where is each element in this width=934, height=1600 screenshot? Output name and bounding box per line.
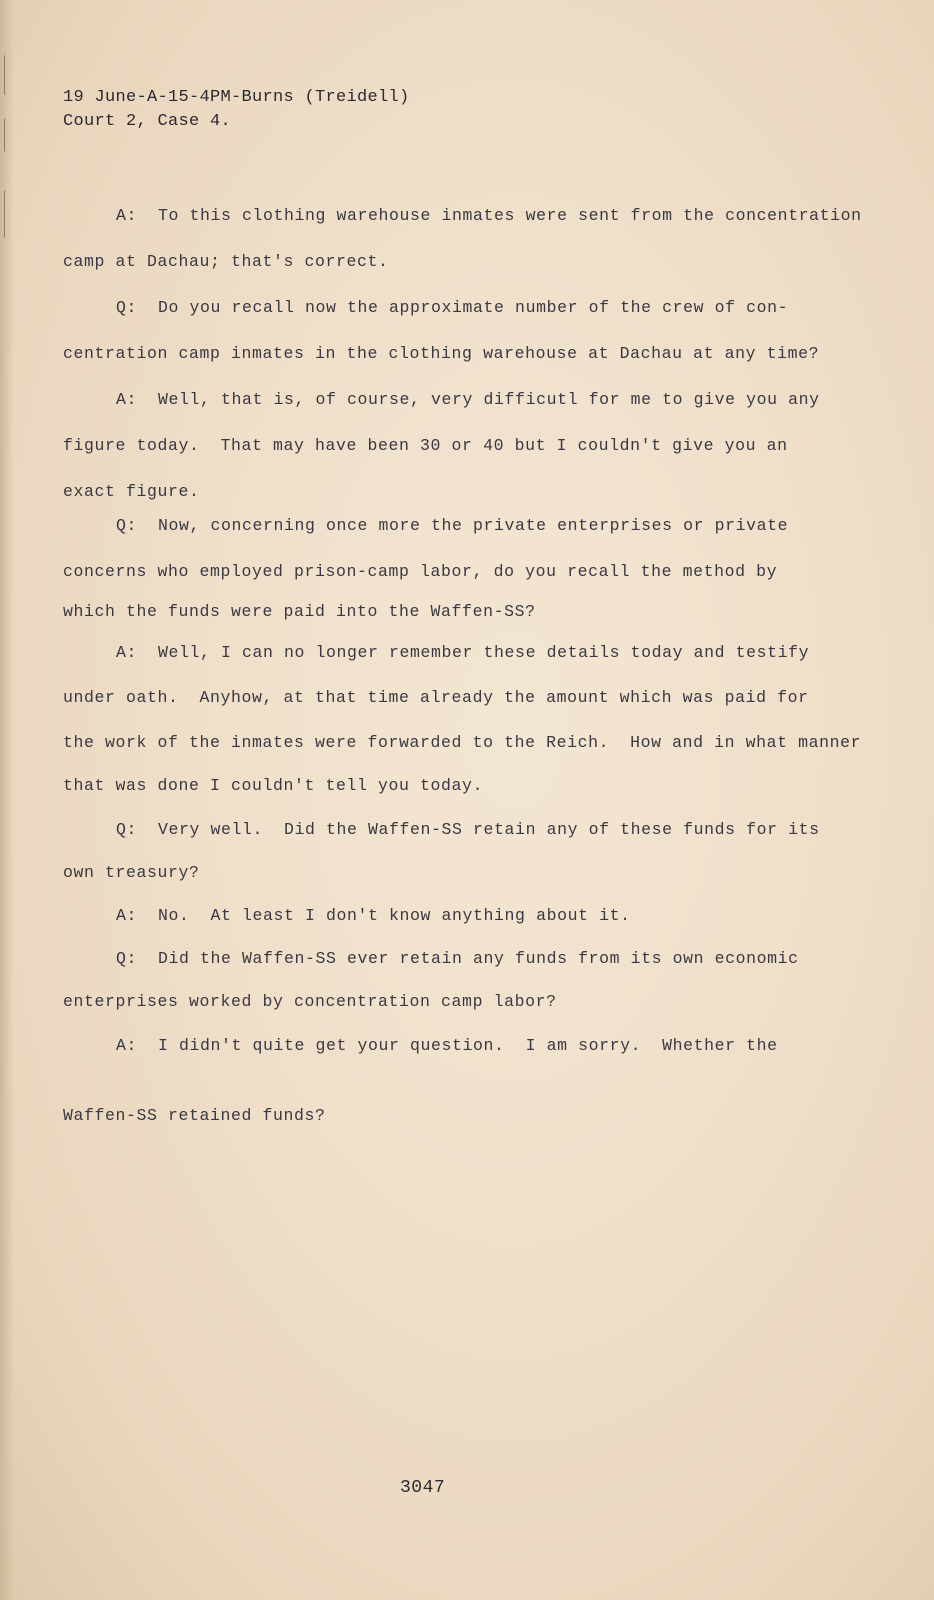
transcript-line: under oath. Anyhow, at that time already the amount which was paid for [63, 688, 809, 707]
transcript-line: centration camp inmates in the clothing warehouse at Dachau at any time? [63, 344, 820, 363]
header-line-2: Court 2, Case 4. [63, 112, 232, 131]
transcript-line: A: Well, I can no longer remember these details today and testify [116, 643, 810, 662]
transcript-line: A: To this clothing warehouse inmates were sent from the concentration [116, 206, 862, 225]
page-left-edge [0, 0, 14, 1600]
transcript-line: which the funds were paid into the Waffen-SS? [63, 602, 536, 621]
header-line-1: 19 June-A-15-4PM-Burns (Treidell) [63, 88, 410, 107]
document-header [63, 86, 410, 134]
transcript-line: enterprises worked by concentration camp labor? [63, 992, 557, 1011]
transcript-line: Q: Very well. Did the Waffen-SS retain any of these funds for its [116, 820, 820, 839]
transcript-line: own treasury? [63, 863, 200, 882]
binding-mark [4, 118, 8, 152]
transcript-line: A: Well, that is, of course, very difficutl for me to give you any [116, 390, 820, 409]
page-number: 3047 [400, 1478, 446, 1498]
transcript-line: Q: Do you recall now the approximate number of the crew of con- [116, 298, 789, 317]
transcript-line: Q: Now, concerning once more the private enterprises or private [116, 516, 789, 535]
transcript-line: Waffen-SS retained funds? [63, 1106, 326, 1125]
transcript-line: that was done I couldn't tell you today. [63, 776, 484, 795]
transcript-line: Q: Did the Waffen-SS ever retain any funds from its own economic [116, 949, 799, 968]
transcript-line: the work of the inmates were forwarded to the Reich. How and in what manner [63, 733, 862, 752]
transcript-line: A: No. At least I don't know anything about it. [116, 906, 631, 925]
binding-mark [4, 55, 8, 95]
binding-mark [4, 190, 8, 238]
transcript-line: A: I didn't quite get your question. I am sorry. Whether the [116, 1036, 778, 1055]
transcript-line: exact figure. [63, 482, 200, 501]
transcript-line: camp at Dachau; that's correct. [63, 252, 389, 271]
transcript-line: concerns who employed prison-camp labor, do you recall the method by [63, 562, 778, 581]
transcript-line: figure today. That may have been 30 or 40 but I couldn't give you an [63, 436, 788, 455]
